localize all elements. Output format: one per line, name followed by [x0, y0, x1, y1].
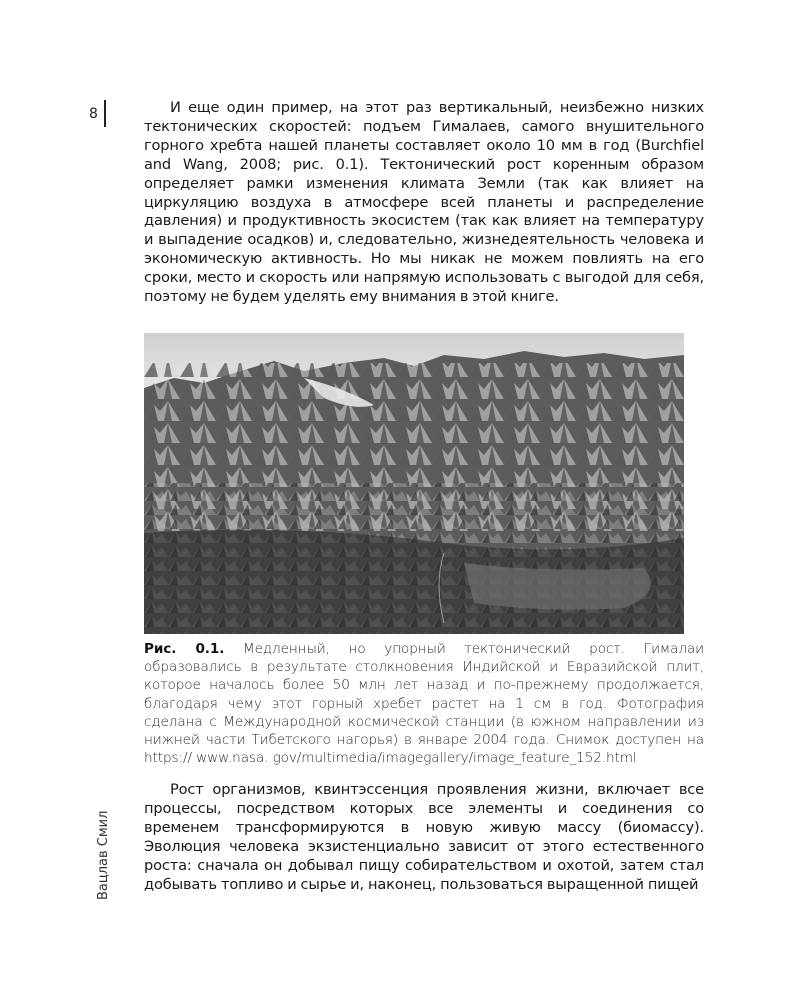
figure-himalaya-photo [144, 333, 684, 634]
page-number: 8 [89, 106, 98, 122]
figure-caption [144, 640, 704, 767]
author-running-head: Вацлав Смил [96, 810, 111, 900]
figure-caption-label: Рис. 0.1. [144, 641, 225, 657]
paragraph-text: Рост организмов, квинтэссенция проявления жизни, включает все процессы, посредством которых все элементы и соединения со временем трансформируются в новую живую массу (биомассу). Эволюция человека экзистенциально зависит от этого естественного роста: сначала он добывал пищу собирательством и охотой, затем стал добывать топливо и сырье и, наконец, пользоваться выращенной пищей [144, 781, 704, 893]
body-paragraph-2 [144, 781, 704, 894]
mountain-photo-illustration [144, 333, 684, 634]
figure-caption-text: Медленный, но упорный тектонический рост. Гималаи образовались в результате столкновения Индийской и Евразийской плит, которое началось более 50 млн лет назад и по-прежнему продолжается, благодаря чему этот горный хребет растет на 1 см в год. Фотография сделана с Международной космической станции (в южном направлении из нижней части Тибетского нагорья) в январе 2004 года. Снимок доступен на https:// www.nasa. gov/multimedia/imagegallery/image_feature_152.html [144, 641, 704, 767]
paragraph-text: И еще один пример, на этот раз вертикальный, неизбежно низких тектонических скоростей: подъем Гималаев, самого внушительного горного хребта нашей планеты составляет около 10 мм в год (Burchfiel and Wang, 2008; рис. 0.1). Тектонический рост коренным образом определяет рамки изменения климата Земли (так как влияет на циркуляцию воздуха в атмосфере всей планеты и распределение давления) и продуктивность экосистем (так как влияет на температуру и выпадение осадков) и, следовательно, жизнедеятельность человека и экономическую активность. Но мы никак не можем повлиять на его сроки, место и скорость или напрямую использовать с выгодой для себя, поэтому не будем уделять ему внимания в этой книге. [144, 99, 704, 306]
body-paragraph-1 [144, 99, 704, 307]
page-number-rule [104, 100, 106, 127]
